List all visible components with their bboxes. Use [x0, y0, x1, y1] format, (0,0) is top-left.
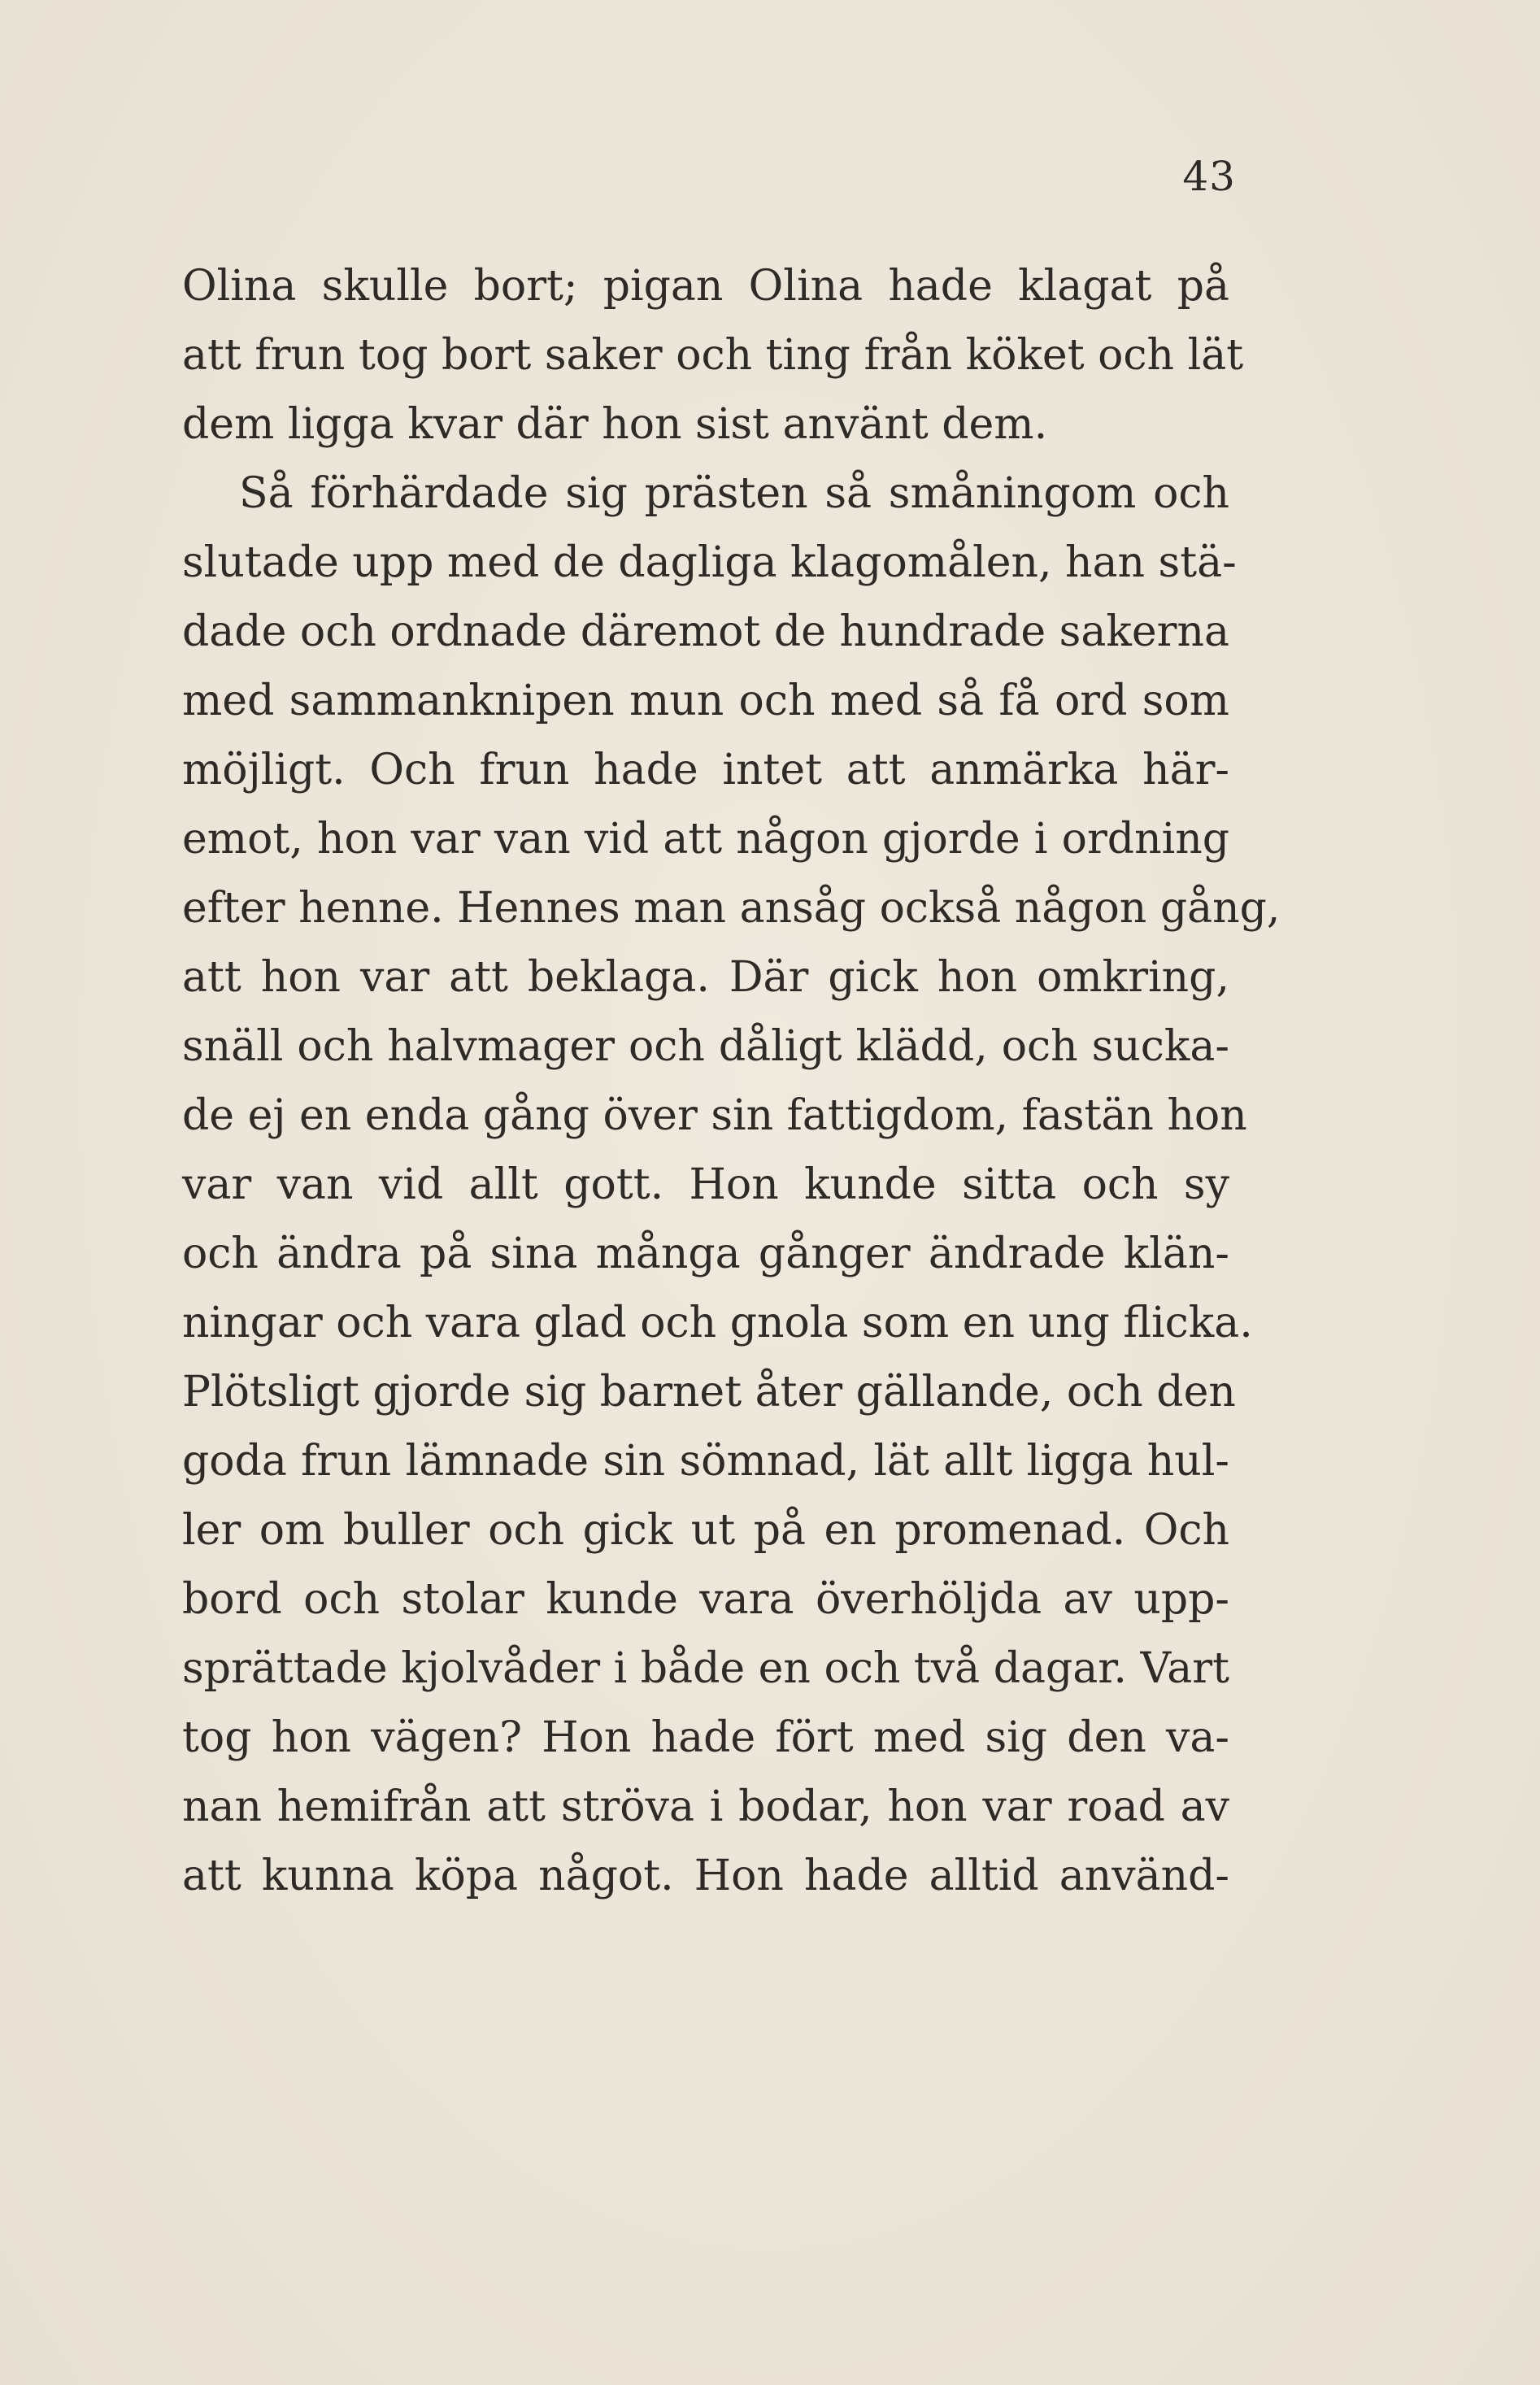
- text-line: efter henne. Hennes man ansåg också någon gång,: [182, 884, 1281, 933]
- text-line: Plötsligt gjorde sig barnet åter gällande, och den: [182, 1368, 1236, 1417]
- text-line: möjligt. Och frun hade intet att anmärka här-: [182, 746, 1229, 794]
- text-line: slutade upp med de dagliga klagomålen, han stä-: [182, 538, 1237, 587]
- text-line: att hon var att beklaga. Där gick hon omkring,: [182, 953, 1229, 1002]
- text-line: Olina skulle bort; pigan Olina hade klagat på: [182, 262, 1229, 311]
- text-line: med sammanknipen mun och med så få ord som: [182, 677, 1229, 725]
- text-line: att frun tog bort saker och ting från köket och lät: [182, 331, 1244, 380]
- text-line: tog hon vägen? Hon hade fört med sig den va-: [182, 1713, 1229, 1762]
- text-line: Så förhärdade sig prästen så småningom och: [239, 469, 1229, 518]
- text-line: sprättade kjolvåder i både en och två dagar. Vart: [182, 1644, 1230, 1693]
- page-number: 43: [1182, 153, 1236, 200]
- text-line: emot, hon var van vid att någon gjorde i ordning: [182, 815, 1229, 864]
- text-line: dem ligga kvar där hon sist använt dem.: [182, 400, 1048, 449]
- text-line: de ej en enda gång över sin fattigdom, fastän hon: [182, 1091, 1247, 1140]
- text-line: att kunna köpa något. Hon hade alltid använd-: [182, 1852, 1229, 1900]
- text-line: ningar och vara glad och gnola som en ung flicka.: [182, 1299, 1253, 1347]
- text-line: var van vid allt gott. Hon kunde sitta och sy: [182, 1160, 1229, 1209]
- text-line: och ändra på sina många gånger ändrade klän-: [182, 1229, 1229, 1278]
- body-text: [182, 252, 1281, 1911]
- text-line: snäll och halvmager och dåligt klädd, och sucka-: [182, 1022, 1229, 1071]
- text-line: goda frun lämnade sin sömnad, lät allt ligga hul-: [182, 1437, 1229, 1486]
- text-line: nan hemifrån att ströva i bodar, hon var road av: [182, 1782, 1229, 1831]
- text-line: ler om buller och gick ut på en promenad. Och: [182, 1506, 1229, 1555]
- text-line: bord och stolar kunde vara överhöljda av upp-: [182, 1575, 1229, 1624]
- text-line: dade och ordnade däremot de hundrade sakerna: [182, 607, 1229, 656]
